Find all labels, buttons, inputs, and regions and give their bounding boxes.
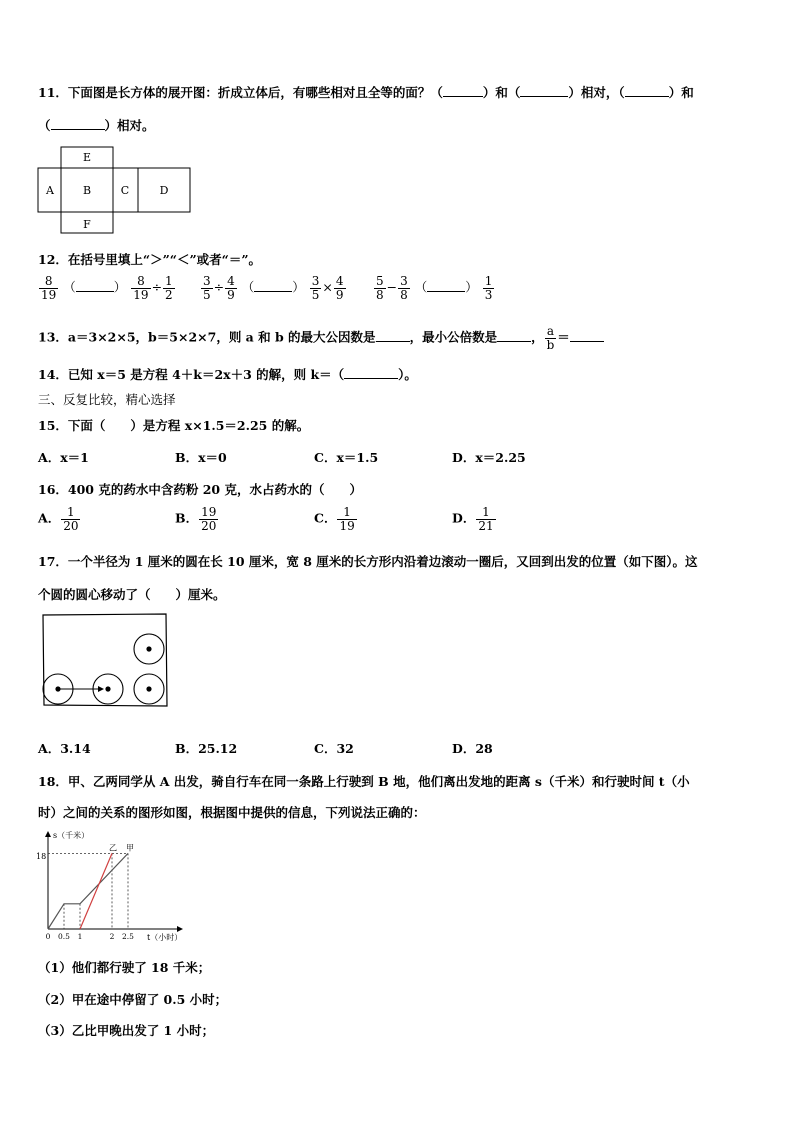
q15-option-c[interactable]: C．x＝1.5 <box>314 450 379 465</box>
fraction: $\frac{4}{9}$ <box>335 274 344 302</box>
q17-option-b[interactable]: B．25.12 <box>175 741 238 756</box>
net-label-d: D <box>159 184 169 197</box>
fraction: $\frac{5}{8}$ <box>376 274 384 302</box>
q16-option-a[interactable]: A． $\frac{1}{20}$ <box>38 505 79 533</box>
y-axis-label: s（千米） <box>53 831 90 840</box>
rolling-circle-diagram <box>40 612 170 708</box>
fraction: $\frac{1}{2}$ <box>165 274 173 302</box>
net-label-f: F <box>83 218 91 231</box>
q11-blank-3[interactable] <box>625 84 669 97</box>
x-axis-arrow-icon <box>177 926 183 932</box>
x-tick-label: 0 <box>45 932 51 941</box>
series-label-yi: 乙 <box>109 843 117 853</box>
q18-line2: 时）之间的关系的图形如图，根据图中提供的信息，下列说法正确的： <box>38 805 426 820</box>
series-line-yi <box>80 853 112 929</box>
q17-line2: 个圆的圆心移动了（ ）厘米。 <box>38 587 226 602</box>
q16-option-d[interactable]: D． $\frac{1}{21}$ <box>452 505 494 533</box>
x-tick-label: 2.5 <box>122 932 134 941</box>
series-label-jia: 甲 <box>126 843 134 853</box>
x-tick-label: 2 <box>109 932 115 941</box>
q18-line1: 18．甲、乙两同学从 A 出发，骑自行车在同一条路上行驶到 B 地，他们离出发地的距离 s（千米）和行驶时间 t（小 <box>38 774 690 789</box>
q17-option-d[interactable]: D．28 <box>452 741 493 756</box>
q18-statement-1: （1）他们都行驶了 18 千米； <box>38 960 211 975</box>
q12-item-2: $\frac{3}{5}$ ÷ $\frac{4}{9}$ （ ） $\frac{3}{5}$ × $\frac{4}{9}$ <box>203 274 344 302</box>
q11-blank-1[interactable] <box>443 84 483 97</box>
q14-blank[interactable] <box>344 366 398 379</box>
section-heading: 三、反复比较，精心选择 <box>38 392 176 407</box>
y-axis-arrow-icon <box>45 831 51 837</box>
net-label-b: B <box>82 184 92 197</box>
q15-option-b[interactable]: B．x＝0 <box>175 450 227 465</box>
q13-blank-lcm[interactable] <box>497 329 531 342</box>
fraction: $\frac{4}{9}$ <box>227 274 235 302</box>
q15-option-d[interactable]: D．x＝2.25 <box>452 450 526 465</box>
q12-title: 12．在括号里填上“＞”“＜”或者“＝”。 <box>38 252 262 267</box>
q18-statement-3: （3）乙比甲晚出发了 1 小时； <box>38 1023 215 1038</box>
q12-item-1: $\frac{8}{19}$ （ ） $\frac{8}{19}$ ÷ $\frac{1}{2}$ <box>41 274 173 302</box>
x-axis-label: t（小时） <box>147 933 183 942</box>
q16-stem: 16．400 克的药水中含药粉 20 克，水占药水的（ ） <box>38 482 362 497</box>
fraction: $\frac{a}{b}$ <box>546 324 555 352</box>
q12-blank-2[interactable] <box>254 279 292 292</box>
q11-line1: 11．下面图是长方体的展开图：折成立体后，有哪些相对且全等的面？（ ）和（ ）相对，（ ）和 <box>38 85 694 100</box>
q16-option-c[interactable]: C． $\frac{1}{19}$ <box>314 505 355 533</box>
fraction: $\frac{1}{3}$ <box>484 274 493 302</box>
cuboid-net-diagram <box>36 145 196 235</box>
q12-blank-3[interactable] <box>427 279 465 292</box>
q11-blank-4[interactable] <box>51 117 105 130</box>
q17-line1: 17．一个半径为 1 厘米的圆在长 10 厘米，宽 8 厘米的长方形内沿着边滚动一圈后，又回到出发的位置（如下图）。这 <box>38 554 698 569</box>
fraction: $\frac{8}{19}$ <box>41 274 57 302</box>
q18-statement-2: （2）甲在途中停留了 0.5 小时； <box>38 992 228 1007</box>
q15-option-a[interactable]: A．x＝1 <box>38 450 89 465</box>
q16-option-b[interactable]: B． $\frac{19}{20}$ <box>175 505 217 533</box>
q13-blank-ratio[interactable] <box>570 329 604 342</box>
distance-time-graph <box>30 826 190 946</box>
q13-blank-gcd[interactable] <box>376 329 410 342</box>
fraction: $\frac{3}{8}$ <box>400 274 408 302</box>
fraction: $\frac{3}{5}$ <box>311 274 320 302</box>
fraction: $\frac{3}{5}$ <box>203 274 211 302</box>
q17-option-c[interactable]: C．32 <box>314 741 354 756</box>
net-label-c: C <box>120 184 130 197</box>
net-label-a: A <box>46 184 54 197</box>
q11-line2: （ ）相对。 <box>38 118 155 133</box>
q11-blank-2[interactable] <box>520 84 568 97</box>
q17-option-a[interactable]: A．3.14 <box>38 741 91 756</box>
series-line-jia <box>48 853 128 929</box>
q14-line: 14．已知 x＝5 是方程 4＋k＝2x＋3 的解，则 k＝（ ）。 <box>38 367 417 382</box>
y-tick-18: 18 <box>36 852 47 861</box>
x-tick-label: 1 <box>77 932 83 941</box>
q13-line: 13．a＝3×2×5，b＝5×2×7，则 a 和 b 的最大公因数是 ，最小公倍数是 ， $\frac{a}{b}$ ＝ <box>38 325 604 351</box>
net-label-e: E <box>82 151 92 164</box>
x-tick-label: 0.5 <box>58 932 70 941</box>
q15-stem: 15．下面（ ）是方程 x×1.5＝2.25 的解。 <box>38 418 310 433</box>
q12-item-3: $\frac{5}{8}$ − $\frac{3}{8}$ （ ） $\frac{1}{3}$ <box>376 274 493 302</box>
fraction: $\frac{8}{19}$ <box>133 274 149 302</box>
arrow-head-icon <box>98 686 104 692</box>
q12-blank-1[interactable] <box>76 279 114 292</box>
rectangle-frame <box>43 614 167 706</box>
